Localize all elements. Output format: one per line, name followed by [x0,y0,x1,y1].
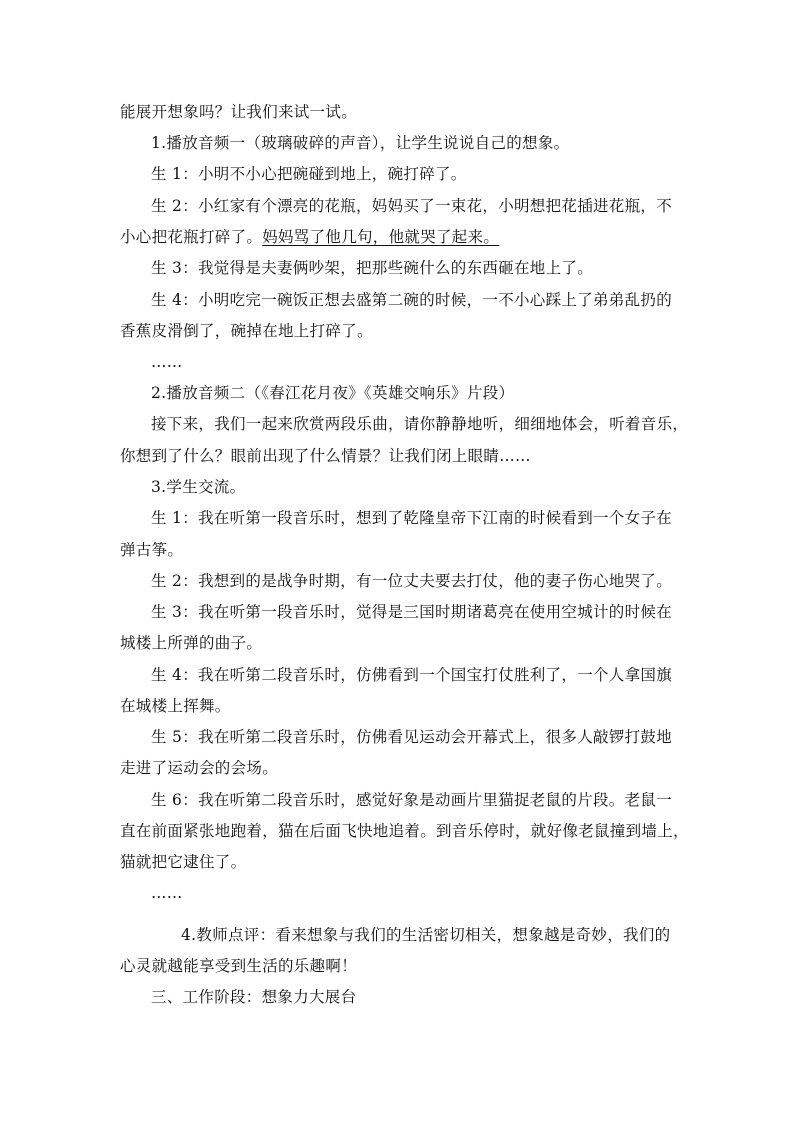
section-item-audio-one: 1.播放音频一（玻璃破碎的声音），让学生说说自己的想象。 [151,134,570,152]
student-answer-4-continued: 香蕉皮滑倒了，碗掉在地上打碎了。 [120,322,373,340]
paragraph-line: 能展开想象吗？让我们来试一试。 [120,103,358,121]
student-answer-1: 生 1：小明不小心把碗碰到地上，碗打碎了。 [151,165,467,183]
student-answer-6-continued: 猫就把它逮住了。 [120,853,247,871]
underlined-text: 妈妈骂了他几句，他就哭了起来。 [262,228,500,246]
section-item-student-exchange: 3.学生交流。 [151,478,246,496]
paragraph-line: 接下来，我们一起来欣赏两段乐曲，请你静静地听，细细地体会，听着音乐， [151,415,689,433]
student-answer-2: 生 2：小红家有个漂亮的花瓶，妈妈买了一束花，小明想把花插进花瓶，不 [151,197,672,215]
paragraph-line-continued: 你想到了什么？眼前出现了什么情景？让我们闭上眼睛…… [120,447,531,465]
section-item-teacher-comment: 4.教师点评：看来想象与我们的生活密切相关，想象越是奇妙，我们的 [181,926,671,944]
student-answer-3: 生 3：我在听第一段音乐时，觉得是三国时期诸葛亮在使用空城计的时候在 [151,603,672,621]
teacher-comment-continued: 心灵就越能享受到生活的乐趣啊！ [120,957,358,975]
student-answer-2: 生 2：我想到的是战争时期，有一位丈夫要去打仗，他的妻子伤心地哭了。 [151,572,672,590]
student-answer-4: 生 4：我在听第二段音乐时，仿佛看到一个国宝打仗胜利了，一个人拿国旗 [151,666,672,684]
section-heading: 三、工作阶段：想象力大展台 [151,988,357,1006]
ellipsis: …… [151,884,183,902]
student-answer-6-continued: 直在前面紧张地跑着，猫在后面飞快地追着。到音乐停时，就好像老鼠撞到墙上， [120,822,689,840]
text-span: 小心把花瓶打碎了。 [120,228,263,246]
student-answer-1: 生 1：我在听第一段音乐时，想到了乾隆皇帝下江南的时候看到一个女子在 [151,509,672,527]
section-item-audio-two: 2.播放音频二（《春江花月夜》《英雄交响乐》片段） [151,384,515,402]
student-answer-5-continued: 走进了运动会的会场。 [120,759,279,777]
student-answer-6: 生 6：我在听第二段音乐时，感觉好象是动画片里猫捉老鼠的片段。老鼠一 [151,791,672,809]
student-answer-5: 生 5：我在听第二段音乐时，仿佛看见运动会开幕式上，很多人敲锣打鼓地 [151,728,672,746]
student-answer-3-continued: 城楼上所弹的曲子。 [120,634,263,652]
student-answer-4-continued: 在城楼上挥舞。 [120,697,231,715]
student-answer-1-continued: 弹古筝。 [120,541,184,559]
student-answer-3: 生 3：我觉得是夫妻俩吵架，把那些碗什么的东西砸在地上了。 [151,259,593,277]
ellipsis: …… [151,353,183,371]
student-answer-4: 生 4：小明吃完一碗饭正想去盛第二碗的时候，一不小心踩上了弟弟乱扔的 [151,291,672,309]
student-answer-2-continued [120,227,499,247]
